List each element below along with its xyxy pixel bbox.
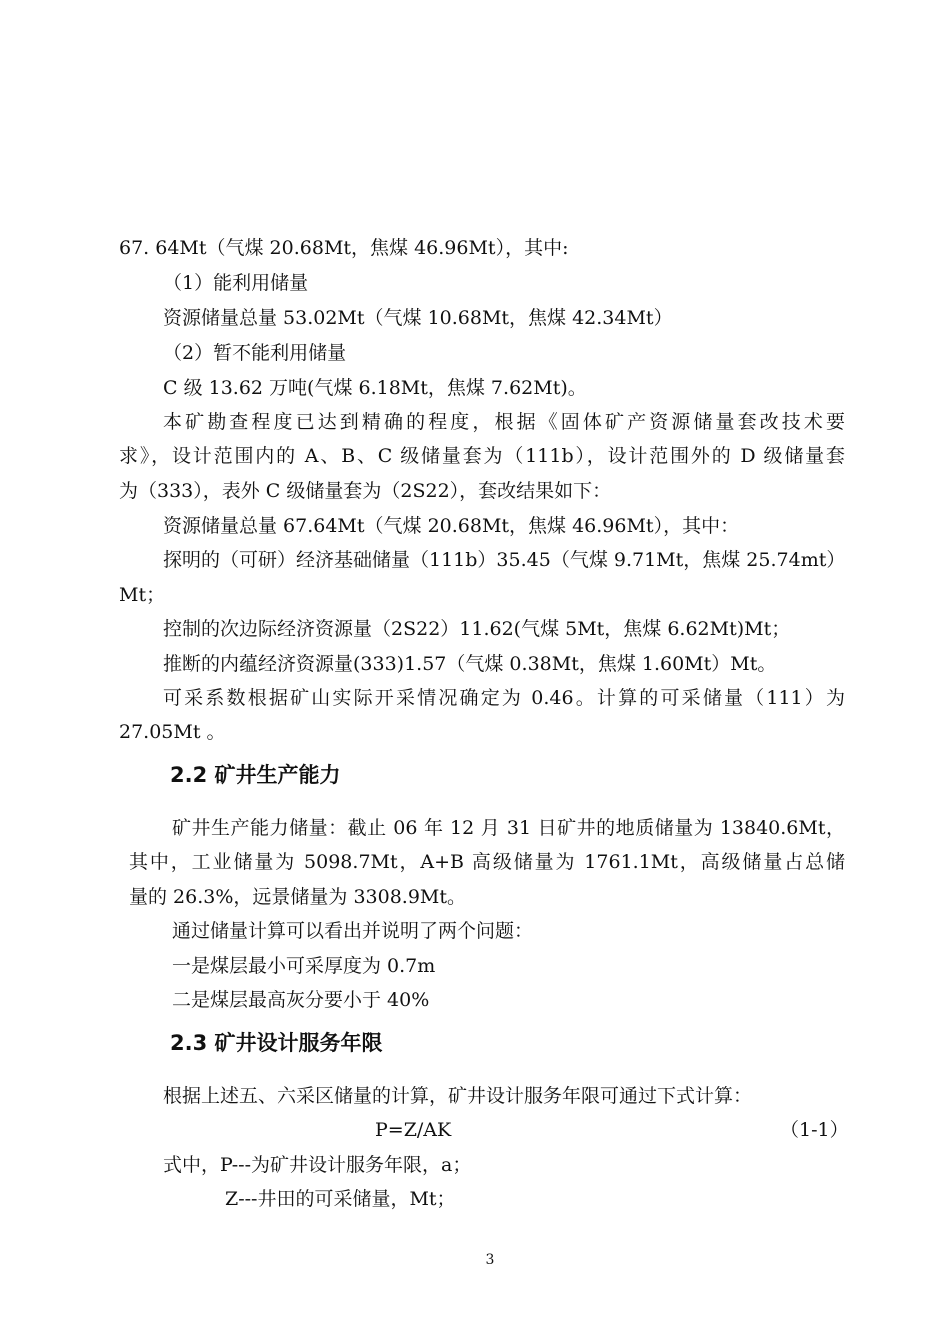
text-line: 本矿勘查程度已达到精确的程度，根据《固体矿产资源储量套改技术要 bbox=[163, 411, 845, 433]
text-line: 可采系数根据矿山实际开采情况确定为 0.46。计算的可采储量（111）为 bbox=[163, 687, 845, 709]
text-line: 矿井生产能力储量：截止 06 年 12 月 31 日矿井的地质储量为 13840.6Mt， bbox=[172, 817, 845, 839]
text-line: 根据上述五、六采区储量的计算，矿井设计服务年限可通过下式计算： bbox=[163, 1085, 753, 1107]
text-line: 资源储量总量 53.02Mt（气煤 10.68Mt，焦煤 42.34Mt） bbox=[163, 307, 673, 329]
page-number: 3 bbox=[485, 1252, 495, 1268]
text-line: Z---井田的可采储量，Mt； bbox=[225, 1188, 456, 1210]
section-heading-2-2: 2.2 矿井生产能力 bbox=[170, 763, 341, 787]
text-line: 27.05Mt 。 bbox=[119, 721, 226, 743]
formula: P=Z/AK bbox=[375, 1119, 452, 1141]
list-item: （2）暂不能利用储量 bbox=[163, 342, 347, 364]
formula-number: （1-1） bbox=[780, 1119, 849, 1141]
list-item: （1）能利用储量 bbox=[163, 272, 309, 294]
text-line: 式中，P---为矿井设计服务年限，a； bbox=[163, 1154, 472, 1176]
text-line: 资源储量总量 67.64Mt（气煤 20.68Mt，焦煤 46.96Mt），其中： bbox=[163, 515, 740, 537]
text-line: 67. 64Mt（气煤 20.68Mt，焦煤 46.96Mt），其中: bbox=[119, 237, 569, 259]
text-line: 探明的（可研）经济基础储量（111b）35.45（气煤 9.71Mt，焦煤 25.74mt） bbox=[163, 549, 846, 571]
text-line: C 级 13.62 万吨(气煤 6.18Mt，焦煤 7.62Mt)。 bbox=[163, 377, 587, 399]
text-line: 推断的内蕴经济资源量(333)1.57（气煤 0.38Mt，焦煤 1.60Mt）Mt。 bbox=[163, 653, 777, 675]
text-line: 为（333），表外 C 级储量套为（2S22），套改结果如下： bbox=[119, 480, 612, 502]
text-line: 通过储量计算可以看出并说明了两个问题： bbox=[172, 920, 534, 942]
list-item: 一是煤层最小可采厚度为 0.7m bbox=[172, 955, 436, 977]
text-line: Mt； bbox=[119, 584, 166, 606]
section-heading-2-3: 2.3 矿井设计服务年限 bbox=[170, 1031, 383, 1055]
text-line: 其中，工业储量为 5098.7Mt，A+B 高级储量为 1761.1Mt，高级储量占总储 bbox=[129, 851, 845, 873]
text-line: 控制的次边际经济资源量（2S22）11.62(气煤 5Mt，焦煤 6.62Mt)Mt； bbox=[163, 618, 791, 640]
text-line: 求》，设计范围内的 A、B、C 级储量套为（111b），设计范围外的 D 级储量套 bbox=[119, 445, 845, 467]
text-line: 量的 26.3%，远景储量为 3308.9Mt。 bbox=[129, 886, 467, 908]
list-item: 二是煤层最高灰分要小于 40% bbox=[172, 989, 430, 1011]
